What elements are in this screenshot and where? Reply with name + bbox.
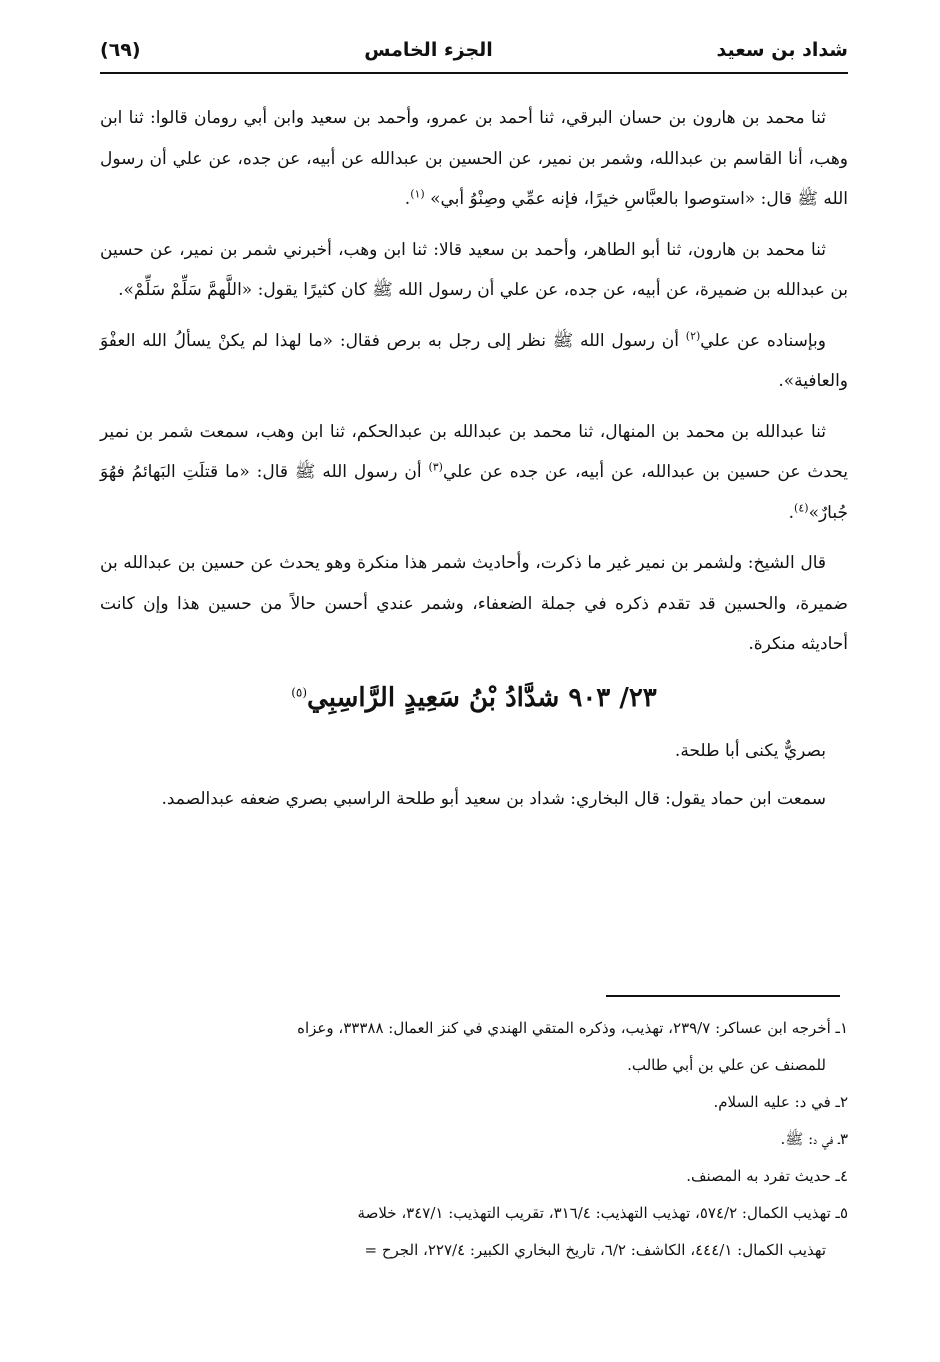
entry-paragraph-2	[100, 779, 848, 820]
footnote-ref: (٥)	[291, 684, 308, 699]
header-volume: الجزء الخامس	[364, 39, 493, 61]
footnote-4: ٤ـ حديث تفرد به المصنف.	[686, 1167, 848, 1185]
footnote-1-continued: للمصنف عن علي بن أبي طالب.	[627, 1056, 826, 1074]
paragraph-1	[100, 98, 848, 220]
paragraph-tail: .	[788, 502, 795, 523]
footnote-ref: (٣)	[428, 460, 443, 474]
paragraph-text-before: ثنا عبدالله بن محمد بن المنهال، ثنا محمد بن عبدالله بن عبدالحكم، ثنا ابن وهب، سمعت شمر بن نمير يحدث عن حسين بن عبدالله، عن أبيه، عن جده عن علي	[100, 421, 848, 482]
header-page-number: (٦٩)	[100, 39, 141, 61]
paragraph-text: سمعت ابن حماد يقول: قال البخاري: شداد بن سعيد أبو طلحة الراسبي بصري ضعفه عبدالصمد.	[161, 789, 826, 809]
paragraph-3	[100, 321, 848, 402]
paragraph-2	[100, 230, 848, 311]
paragraph-text: ثنا محمد بن هارون بن حسان البرقي، ثنا أحمد بن عمرو، وأحمد بن سعيد وابن أبي رومان قالوا: ثنا ابن وهب، أنا القاسم بن عبدالله، وشمر بن نمير، عن الحسين بن عبدالله عن أبيه، عن جده، عن علي أن رسول الله ﷺ قال: «استوصوا بالعبَّاسِ خيرًا، فإنه عمِّي وصِنْوُ أبي»	[100, 108, 848, 209]
main-text	[100, 98, 848, 830]
paragraph-text: بصريٌّ يكنى أبا طلحة.	[674, 740, 826, 761]
paragraph-text: ثنا محمد بن هارون، ثنا أبو الطاهر، وأحمد بن سعيد قالا: ثنا ابن وهب، أخبرني شمر بن نمير، عن حسين بن عبدالله بن ضميرة، عن أبيه، عن جده، عن علي أن رسول الله ﷺ كان كثيرًا يقول: «اللَّهمَّ سَلِّمْ سَلِّمْ».	[100, 239, 848, 300]
footnote-ref: (٢)	[685, 328, 701, 342]
paragraph-text: أن رسول الله ﷺ نظر إلى رجل به برص فقال: «ما لهذا لم يكنْ يسألُ الله العفْوَ والعافية».	[100, 330, 848, 391]
footnotes	[100, 1010, 848, 1269]
paragraph-tail: .	[404, 189, 411, 209]
footnote-2: ٢ـ في د: عليه السلام.	[713, 1093, 848, 1111]
entry-paragraph-1	[100, 731, 848, 772]
paragraph-text: أن رسول الله ﷺ قال: «ما قتلَتِ البَهائمُ فهُوَ جُبارٌ»	[100, 462, 848, 523]
paragraph-5	[100, 543, 848, 665]
footnote-5: ٥ـ تهذيب الكمال: ٥٧٤/٢، تهذيب التهذيب: ٣١٦/٤، تقريب التهذيب: ٣٤٧/١، خلاصة	[357, 1204, 848, 1222]
header-entry-name: شداد بن سعيد	[716, 39, 848, 61]
paragraph-text: قال الشيخ: ولشمر بن نمير غير ما ذكرت، وأحاديث شمر هذا منكرة وهو يحدث عن حسين بن عبدالله بن ضميرة، والحسين قد تقدم ذكره في جملة الضعفاء، وشمر عندي أحسن حالاً من حسين هذا وإن كانت أحاديثه منكرة.	[100, 553, 848, 654]
entry-heading-text: ٢٣/ ٩٠٣ شدَّادُ بْنُ سَعِيدٍ الرَّاسِبِي	[307, 682, 657, 713]
footnote-ref: (١)	[410, 187, 425, 201]
header-rule	[100, 72, 848, 74]
running-header	[100, 30, 848, 70]
paragraph-text-before: وبإسناده عن علي	[700, 330, 826, 351]
paragraph-4	[100, 412, 848, 534]
footnote-ref: (٤)	[794, 500, 809, 514]
entry-heading	[100, 671, 848, 725]
footnote-separator	[606, 995, 840, 997]
footnote-1: ١ـ أخرجه ابن عساكر: ٢٣٩/٧، تهذيب، وذكره المتقي الهندي في كنز العمال: ٣٣٣٨٨، وعزاه	[297, 1019, 848, 1037]
footnote-3: ٣ـ في د: ﷺ.	[780, 1130, 848, 1148]
footnote-5-continued: تهذيب الكمال: ٤٤٤/١، الكاشف: ٦/٢، تاريخ البخاري الكبير: ٢٢٧/٤، الجرح =	[364, 1241, 826, 1259]
